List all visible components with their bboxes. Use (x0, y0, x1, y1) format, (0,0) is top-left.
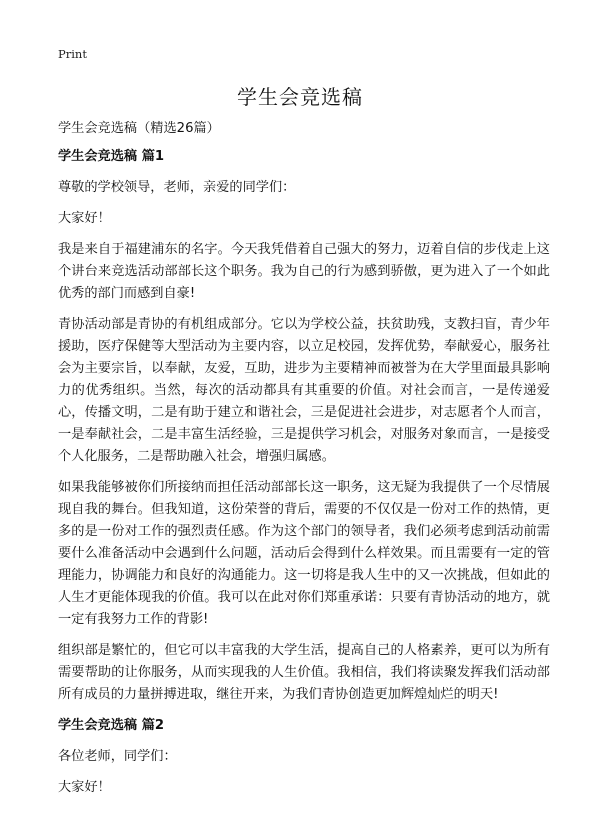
body-paragraph: 如果我能够被你们所接纳而担任活动部部长这一职务，这无疑为我提供了一个尽情展现自我的舞台。但我知道，这份荣誉的背后，需要的不仅仅是一份对工作的热情，更多的是一份对工作的强烈责任感。作为这个部门的领导者，我们必须考虑到活动前需要什么准备活动中会遇到什么问题，活动后会得到什么样效果。而且需要有一定的管理能力，协调能力和良好的沟通能力。这一切将是我人生中的又一次挑战，但如此的人生才更能体现我的价值。我可以在此对你们郑重承诺：只要有青协活动的地方，就一定有我努力工作的背影! (58, 480, 550, 627)
greeting-1: 大家好！ (58, 211, 111, 226)
document-body (58, 118, 550, 808)
page-title: 学生会竞选稿 (237, 85, 363, 109)
body-paragraph: 我是来自于福建浦东的名字。今天我凭借着自己强大的努力，迈着自信的步伐走上这个讲台来竞选活动部部长这个职务。我为自己的行为感到骄傲，更为进入了一个如此优秀的部门而感到自豪! (58, 242, 550, 301)
document-subtitle: 学生会竞选稿（精选26篇） (58, 121, 220, 136)
section-heading-1: 学生会竞选稿 篇1 (58, 149, 165, 164)
greeting-2: 大家好！ (58, 780, 111, 795)
body-paragraph: 青协活动部是青协的有机组成部分。它以为学校公益，扶贫助残，支教扫盲，青少年援助，医疗保健等大型活动为主要内容，以立足校园，发挥优势，奉献爱心，服务社会为主要宗旨，以奉献，友爱，互助，进步为主要精神而被誉为在大学里面最具影响力的优秀组织。当然，每次的活动都具有其重要的价值。对社会而言，一是传递爱心，传播文明，二是有助于建立和谐社会，三是促进社会进步，对志愿者个人而言，一是奉献社会，二是丰富生活经验，三是提供学习机会，对服务对象而言，一是接受个人化服务，二是帮助融入社会，增强归属感。 (58, 317, 550, 464)
print-link[interactable]: Print (58, 47, 87, 61)
body-paragraph: 组织部是繁忙的，但它可以丰富我的大学生活，提高自己的人格素养，更可以为所有需要帮助的让你服务，从而实现我的人生价值。我相信，我们将读聚发挥我们活动部所有成员的力量拼搏进取，继往开来，为我们青协创造更加辉煌灿烂的明天! (58, 643, 550, 702)
salutation-2: 各位老师，同学们： (58, 749, 177, 764)
section-heading-2: 学生会竞选稿 篇2 (58, 718, 165, 733)
salutation-1: 尊敬的学校领导，老师，亲爱的同学们： (58, 180, 296, 195)
